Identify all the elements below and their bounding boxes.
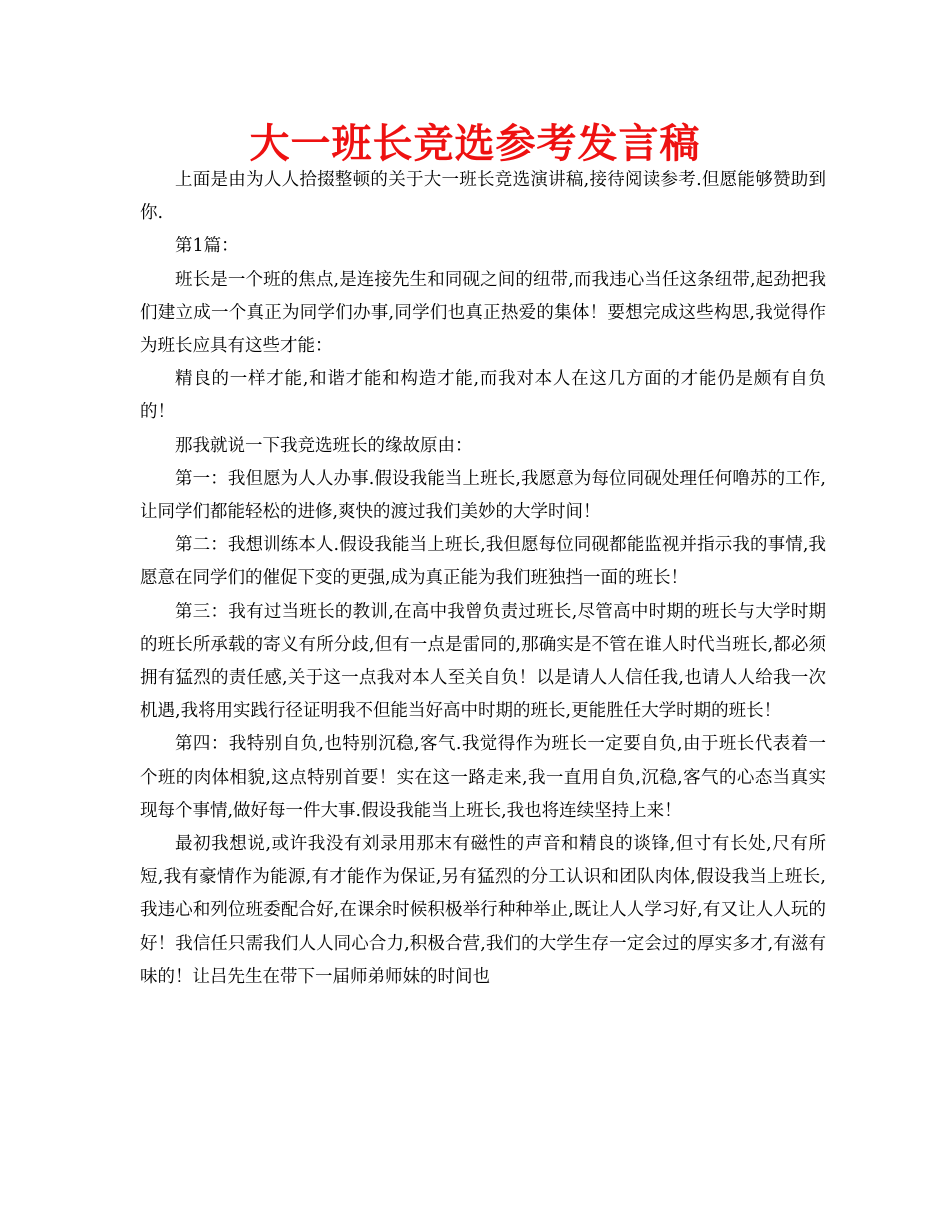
paragraph-reason-4: 第四：我特别自负,也特别沉稳,客气.我觉得作为班长一定要自负,由于班长代表着一个班的肉体相貌,这点特别首要！实在这一路走来,我一直用自负,沉稳,客气的心态当真实现每个事情,做好每一件大事.假设我能当上班长,我也将连续坚持上来！ (140, 734, 826, 821)
paragraph-closing: 最初我想说,或许我没有刘录用那末有磁性的声音和精良的谈锋,但寸有长处,尺有所短,我有豪情作为能源,有才能作为保证,另有猛烈的分工认识和团队肉体,假设我当上班长,我违心和列位班委配合好,在课余时候积极举行种种举止,既让人人学习好,有又让人人玩的好！我信任只需我们人人同心合力,积极合营,我们的大学生存一定会过的厚实多才,有滋有味的！让吕先生在带下一届师弟师妹的时间也 (140, 834, 826, 987)
paragraph-reasons-intro: 那我就说一下我竞选班长的缘故原由： (175, 435, 473, 456)
paragraph-intro: 上面是由为人人拾掇整顿的关于大一班长竞选演讲稿,接待阅读参考.但愿能够赞助到你. (140, 170, 826, 224)
paragraph-reason-1: 第一：我但愿为人人办事.假设我能当上班长,我愿意为每位同砚处理任何噜苏的工作,让同学们都能轻松的进修,爽快的渡过我们美妙的大学时间！ (140, 468, 826, 523)
paragraph-reason-3: 第三：我有过当班长的教训,在高中我曾负责过班长,尽管高中时期的班长与大学时期的班长所承载的寄义有所分歧,但有一点是雷同的,那确实是不管在谁人时代当班长,都必须拥有猛烈的责任感,关于这一点我对本人至关自负！以是请人人信任我,也请人人给我一次机遇,我将用实践行径证明我不但能当好高中时期的班长,更能胜任大学时期的班长！ (140, 601, 826, 722)
paragraph-part-heading: 第1篇： (175, 236, 239, 257)
document-title: 大一班长竞选参考发言稿 (249, 121, 701, 167)
paragraph-abilities: 精良的一样才能,和谐才能和构造才能,而我对本人在这几方面的才能仍是颇有自负的！ (140, 369, 826, 423)
paragraph-reason-2: 第二：我想训练本人.假设我能当上班长,我但愿每位同砚都能监视并指示我的事情,我愿意在同学们的催促下变的更强,成为真正能为我们班独挡一面的班长！ (140, 535, 826, 589)
paragraph-monitor-role: 班长是一个班的焦点,是连接先生和同砚之间的纽带,而我违心当任这条纽带,起劲把我们建立成一个真正为同学们办事,同学们也真正热爱的集体！要想完成这些构思,我觉得作为班长应具有这些才能： (140, 269, 826, 357)
document-body (140, 164, 826, 994)
